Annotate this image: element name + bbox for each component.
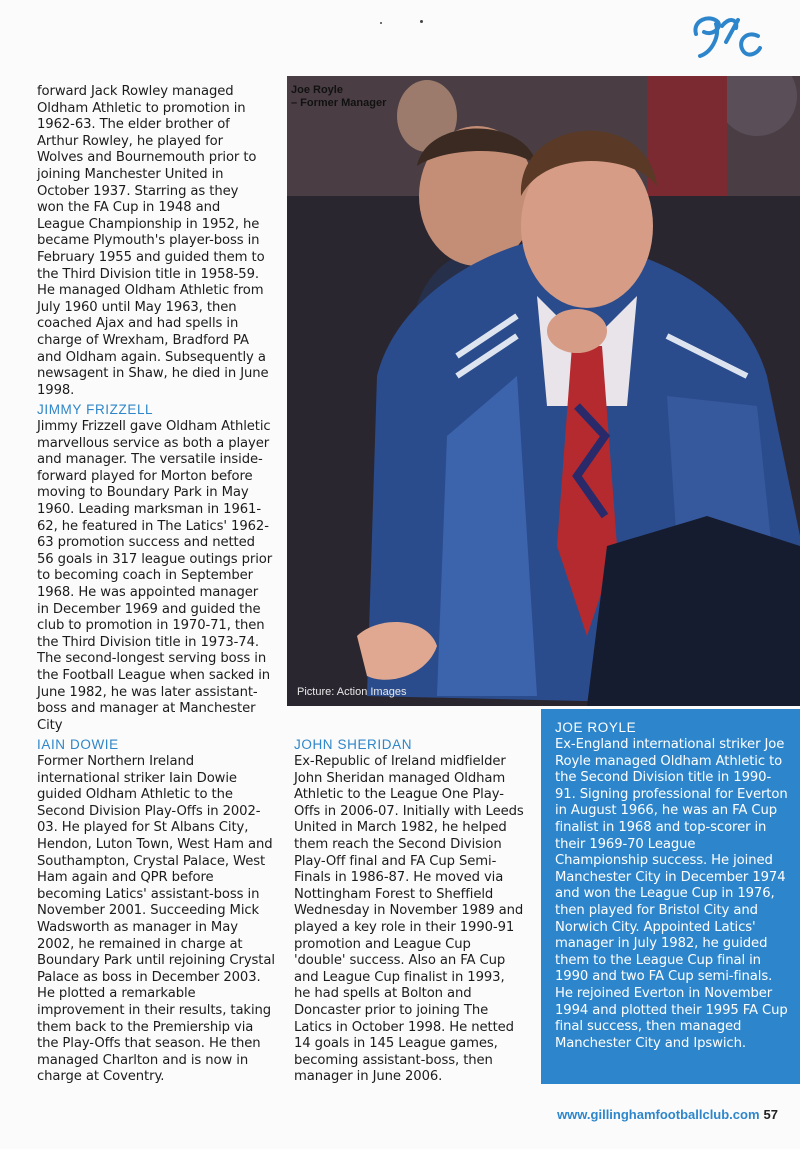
article-intro xyxy=(37,84,269,399)
caption-role: – Former Manager xyxy=(291,97,387,109)
manager-photo xyxy=(287,76,800,706)
sidebar-joe-royle xyxy=(541,709,800,1084)
section-john-sheridan xyxy=(294,736,524,1086)
page-number: 57 xyxy=(763,1107,778,1122)
section-text: Ex-England international striker Joe Royle managed Oldham Athletic to the Second Division title in 1990-91. Signing professional for Everton in August 1966, he was an FA Cup finalist in 1968 and top-scorer in their 1969-70 League Championship success. He joined Manchester City in December 1974 and won the League Cup in 1976, then played for Bristol City and Norwich City. Appointed Latics' manager in July 1982, he guided them to the League Cup final in 1990 and two FA Cup semi-finals. He rejoined Everton in November 1994 and plotted their 1995 FA Cup final success, then managed Manchester City and Ipswich. xyxy=(555,737,788,1051)
photo-caption xyxy=(291,84,386,110)
print-speck xyxy=(380,22,382,24)
section-text: Jimmy Frizzell gave Oldham Athletic marvellous service as both a player and manager. The versatile inside-forward played for Morton before moving to Boundary Park in May 1960. Leading marksman in 1961-62, he featured in The Latics' 1962-63 promotion success and netted 56 goals in 317 league outings prior to becoming coach in September 1968. He was appointed manager in December 1969 and guided the club to promotion in 1970-71, then the Third Division title in 1973-74. The second-longest serving boss in the Football League when sacked in June 1982, he was later assistant-boss and manager at Manchester City xyxy=(37,419,273,733)
section-jimmy-frizzell xyxy=(37,401,273,734)
section-heading: JOE ROYLE xyxy=(555,720,637,735)
gfc-logo xyxy=(686,6,766,66)
photo-credit: Picture: Action Images xyxy=(297,686,407,698)
section-heading: IAIN DOWIE xyxy=(37,737,119,752)
photo-illustration xyxy=(287,76,800,706)
section-heading: JIMMY FRIZZELL xyxy=(37,402,154,417)
section-text: Ex-Republic of Ireland midfielder John Sheridan managed Oldham Athletic to the League One Play-Offs in 2006-07. Initially with Leeds United in March 1982, he helped them reach the Second Division Play-Off final and FA Cup Semi-Finals in 1986-87. He moved via Nottingham Forest to Sheffield Wednesday in November 1989 and played a key role in their 1990-91 promotion and League Cup 'double' success. Also an FA Cup and League Cup finalist in 1993, he had spells at Bolton and Doncaster prior to joining The Latics in October 1998. He netted 14 goals in 145 League games, becoming assistant-boss, then manager in June 2006. xyxy=(294,754,524,1085)
page-footer xyxy=(538,1107,778,1122)
section-iain-dowie xyxy=(37,736,275,1086)
intro-text: forward Jack Rowley managed Oldham Athletic to promotion in 1962-63. The elder brother of Arthur Rowley, he played for Wolves and Bournemouth prior to joining Manchester United in October 1937. Starring as they won the FA Cup in 1948 and League Championship in 1952, he became Plymouth's player-boss in February 1955 and guided them to the Third Division title in 1958-59. He managed Oldham Athletic from July 1960 until May 1963, then coached Ajax and had spells in charge of Wrexham, Bradford PA and Oldham again. Subsequently a newsagent in Shaw, he died in June 1998. xyxy=(37,84,269,398)
section-text: Former Northern Ireland international striker Iain Dowie guided Oldham Athletic to the Second Division Play-Offs in 2002-03. He played for St Albans City, Hendon, Luton Town, West Ham and Southampton, Crystal Palace, West Ham again and QPR before becoming Latics' assistant-boss in November 2001. Succeeding Mick Wadsworth as manager in May 2002, he remained in charge at Boundary Park until rejoining Crystal Palace as boss in December 2003. He plotted a remarkable improvement in their results, taking them back to the Premiership via the Play-Offs that season. He then managed Charlton and is now in charge at Coventry. xyxy=(37,754,275,1085)
caption-name: Joe Royle xyxy=(291,84,343,96)
footer-url[interactable]: www.gillinghamfootballclub.com xyxy=(557,1107,760,1122)
print-speck xyxy=(420,20,423,23)
section-heading: JOHN SHERIDAN xyxy=(294,737,413,752)
